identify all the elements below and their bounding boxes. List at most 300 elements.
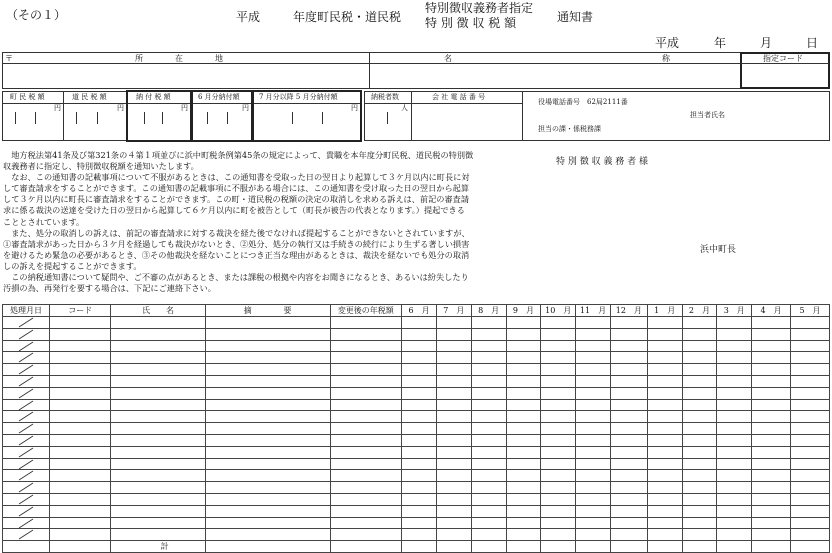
ledger-cell[interactable] [610,434,647,446]
ledger-cell[interactable] [576,482,611,494]
ledger-cell[interactable] [436,470,471,482]
date-cell[interactable] [3,446,50,458]
ledger-cell[interactable] [541,375,576,387]
date-cell[interactable] [3,364,50,376]
ledger-cell[interactable] [50,529,111,541]
ledger-cell[interactable] [506,505,541,517]
ledger-cell[interactable] [471,340,506,352]
ledger-cell[interactable] [50,411,111,423]
ledger-cell[interactable] [610,529,647,541]
ledger-total-cell[interactable] [436,541,471,553]
ledger-cell[interactable] [402,458,437,470]
ledger-cell[interactable] [205,387,330,399]
ledger-cell[interactable] [330,387,402,399]
ledger-cell[interactable] [471,352,506,364]
ledger-cell[interactable] [610,352,647,364]
ledger-cell[interactable] [330,423,402,435]
date-cell[interactable] [3,493,50,505]
ledger-cell[interactable] [471,470,506,482]
ledger-cell[interactable] [752,505,791,517]
ledger-cell[interactable] [682,317,717,329]
ledger-total-cell[interactable] [752,541,791,553]
ledger-cell[interactable] [541,387,576,399]
ledger-cell[interactable] [541,446,576,458]
ledger-cell[interactable] [682,458,717,470]
ledger-cell[interactable] [111,317,205,329]
ledger-cell[interactable] [647,446,682,458]
ledger-cell[interactable] [436,387,471,399]
ledger-cell[interactable] [717,517,752,529]
ledger-cell[interactable] [205,340,330,352]
ledger-cell[interactable] [506,517,541,529]
ledger-cell[interactable] [791,399,830,411]
ledger-cell[interactable] [111,352,205,364]
ledger-cell[interactable] [205,505,330,517]
ledger-cell[interactable] [647,517,682,529]
ledger-cell[interactable] [682,399,717,411]
ledger-cell[interactable] [752,399,791,411]
ledger-cell[interactable] [436,375,471,387]
date-cell[interactable] [3,423,50,435]
ledger-cell[interactable] [647,458,682,470]
ledger-cell[interactable] [205,411,330,423]
ledger-cell[interactable] [541,482,576,494]
ledger-cell[interactable] [576,446,611,458]
ledger-cell[interactable] [471,423,506,435]
ledger-cell[interactable] [436,446,471,458]
ledger-cell[interactable] [576,517,611,529]
ledger-cell[interactable] [506,352,541,364]
ledger-cell[interactable] [330,399,402,411]
ledger-cell[interactable] [50,458,111,470]
ledger-cell[interactable] [541,411,576,423]
ledger-cell[interactable] [330,352,402,364]
ledger-cell[interactable] [330,375,402,387]
ledger-cell[interactable] [610,411,647,423]
ledger-cell[interactable] [471,446,506,458]
ledger-cell[interactable] [330,434,402,446]
ledger-cell[interactable] [541,529,576,541]
ledger-cell[interactable] [647,505,682,517]
ledger-total-cell[interactable] [330,541,402,553]
date-cell[interactable] [3,399,50,411]
ledger-cell[interactable] [402,317,437,329]
ledger-cell[interactable] [436,352,471,364]
ledger-cell[interactable] [402,434,437,446]
ledger-cell[interactable] [402,482,437,494]
date-cell[interactable] [3,470,50,482]
ledger-cell[interactable] [111,470,205,482]
ledger-cell[interactable] [576,529,611,541]
ledger-cell[interactable] [402,505,437,517]
date-cell[interactable] [3,458,50,470]
ledger-cell[interactable] [111,458,205,470]
ledger-cell[interactable] [402,423,437,435]
ledger-cell[interactable] [647,482,682,494]
date-cell[interactable] [3,505,50,517]
ledger-cell[interactable] [752,317,791,329]
ledger-cell[interactable] [541,317,576,329]
ledger-cell[interactable] [647,434,682,446]
ledger-cell[interactable] [682,493,717,505]
ledger-cell[interactable] [576,340,611,352]
date-cell[interactable] [3,482,50,494]
ledger-cell[interactable] [50,446,111,458]
ledger-cell[interactable] [717,482,752,494]
ledger-cell[interactable] [506,529,541,541]
ledger-cell[interactable] [471,399,506,411]
ledger-cell[interactable] [791,328,830,340]
ledger-cell[interactable] [205,399,330,411]
ledger-cell[interactable] [471,493,506,505]
ledger-cell[interactable] [717,387,752,399]
ledger-cell[interactable] [205,493,330,505]
ledger-total-cell[interactable] [3,541,50,553]
ledger-cell[interactable] [402,411,437,423]
ledger-cell[interactable] [610,375,647,387]
ledger-total-cell[interactable] [506,541,541,553]
ledger-cell[interactable] [752,328,791,340]
ledger-cell[interactable] [682,517,717,529]
ledger-cell[interactable] [506,375,541,387]
ledger-cell[interactable] [682,411,717,423]
ledger-cell[interactable] [506,434,541,446]
ledger-cell[interactable] [682,470,717,482]
ledger-cell[interactable] [541,340,576,352]
ledger-cell[interactable] [541,470,576,482]
ledger-cell[interactable] [576,352,611,364]
ledger-cell[interactable] [50,399,111,411]
ledger-cell[interactable] [506,411,541,423]
ledger-cell[interactable] [205,328,330,340]
ledger-cell[interactable] [436,493,471,505]
payment-tax-box[interactable]: 納 付 税 額 円 [126,90,192,142]
ledger-cell[interactable] [717,411,752,423]
ledger-cell[interactable] [541,493,576,505]
ledger-cell[interactable] [330,364,402,376]
ledger-cell[interactable] [111,446,205,458]
ledger-cell[interactable] [791,423,830,435]
ledger-cell[interactable] [111,364,205,376]
date-cell[interactable] [3,375,50,387]
ledger-cell[interactable] [647,423,682,435]
ledger-cell[interactable] [330,482,402,494]
ledger-cell[interactable] [682,529,717,541]
date-cell[interactable] [3,317,50,329]
ledger-cell[interactable] [205,446,330,458]
ledger-cell[interactable] [647,340,682,352]
ledger-cell[interactable] [791,529,830,541]
ledger-cell[interactable] [205,458,330,470]
ledger-cell[interactable] [506,328,541,340]
ledger-cell[interactable] [682,505,717,517]
ledger-cell[interactable] [752,387,791,399]
ledger-cell[interactable] [791,434,830,446]
ledger-cell[interactable] [541,364,576,376]
ledger-cell[interactable] [682,423,717,435]
ledger-cell[interactable] [752,375,791,387]
ledger-cell[interactable] [205,470,330,482]
ledger-cell[interactable] [752,340,791,352]
ledger-cell[interactable] [791,505,830,517]
ledger-cell[interactable] [471,458,506,470]
ledger-cell[interactable] [717,470,752,482]
date-cell[interactable] [3,340,50,352]
ledger-cell[interactable] [436,411,471,423]
ledger-cell[interactable] [647,387,682,399]
ledger-total-cell[interactable] [205,541,330,553]
ledger-cell[interactable] [717,399,752,411]
ledger-cell[interactable] [330,529,402,541]
ledger-cell[interactable] [471,482,506,494]
ledger-cell[interactable] [541,517,576,529]
ledger-cell[interactable] [576,434,611,446]
company-phone-box[interactable]: 会 社 電 話 番 号 [411,91,523,141]
ledger-cell[interactable] [541,505,576,517]
ledger-cell[interactable] [717,529,752,541]
ledger-cell[interactable] [717,364,752,376]
ledger-cell[interactable] [50,482,111,494]
ledger-cell[interactable] [682,340,717,352]
ledger-cell[interactable] [471,387,506,399]
ledger-cell[interactable] [647,328,682,340]
ledger-total-cell[interactable] [791,541,830,553]
ledger-cell[interactable] [330,446,402,458]
ledger-total-cell[interactable] [471,541,506,553]
ledger-cell[interactable] [506,387,541,399]
ledger-cell[interactable] [402,364,437,376]
ledger-cell[interactable] [506,482,541,494]
ledger-cell[interactable] [610,470,647,482]
ledger-cell[interactable] [541,458,576,470]
ledger-cell[interactable] [717,493,752,505]
ledger-cell[interactable] [50,434,111,446]
ledger-cell[interactable] [50,364,111,376]
ledger-cell[interactable] [402,387,437,399]
ledger-cell[interactable] [791,375,830,387]
ledger-cell[interactable] [506,399,541,411]
ledger-cell[interactable] [717,434,752,446]
ledger-cell[interactable] [752,517,791,529]
ledger-cell[interactable] [402,529,437,541]
ledger-cell[interactable] [682,328,717,340]
ledger-cell[interactable] [541,423,576,435]
ledger-cell[interactable] [752,411,791,423]
ledger-cell[interactable] [111,529,205,541]
ledger-cell[interactable] [402,375,437,387]
ledger-cell[interactable] [111,482,205,494]
ledger-cell[interactable] [752,434,791,446]
ledger-cell[interactable] [717,328,752,340]
ledger-cell[interactable] [682,375,717,387]
ledger-cell[interactable] [330,493,402,505]
taxpayer-count-box[interactable]: 納税者数 人 [364,91,412,141]
ledger-cell[interactable] [647,375,682,387]
ledger-total-cell[interactable] [610,541,647,553]
ledger-cell[interactable] [506,458,541,470]
ledger-cell[interactable] [576,328,611,340]
ledger-cell[interactable] [752,352,791,364]
ledger-cell[interactable] [436,517,471,529]
date-cell[interactable] [3,517,50,529]
ledger-cell[interactable] [436,364,471,376]
ledger-cell[interactable] [610,364,647,376]
ledger-cell[interactable] [752,529,791,541]
ledger-cell[interactable] [205,482,330,494]
ledger-cell[interactable] [717,423,752,435]
ledger-cell[interactable] [506,493,541,505]
ledger-cell[interactable] [610,517,647,529]
ledger-cell[interactable] [576,387,611,399]
ledger-cell[interactable] [576,411,611,423]
ledger-cell[interactable] [682,446,717,458]
ledger-cell[interactable] [471,529,506,541]
ledger-cell[interactable] [506,423,541,435]
ledger-cell[interactable] [205,352,330,364]
ledger-cell[interactable] [402,352,437,364]
ledger-cell[interactable] [205,423,330,435]
ledger-cell[interactable] [506,340,541,352]
ledger-cell[interactable] [330,458,402,470]
ledger-cell[interactable] [50,352,111,364]
ledger-cell[interactable] [436,340,471,352]
ledger-cell[interactable] [50,493,111,505]
ledger-cell[interactable] [436,529,471,541]
ledger-cell[interactable] [402,446,437,458]
ledger-cell[interactable] [541,434,576,446]
ledger-cell[interactable] [50,375,111,387]
ledger-cell[interactable] [436,458,471,470]
ledger-cell[interactable] [111,493,205,505]
ledger-cell[interactable] [205,364,330,376]
ledger-cell[interactable] [610,505,647,517]
ledger-cell[interactable] [717,352,752,364]
july-onward-payment-box[interactable]: 7 月分以降 5 月分納付額 円 [252,90,362,142]
ledger-cell[interactable] [791,387,830,399]
ledger-cell[interactable] [541,399,576,411]
ledger-cell[interactable] [436,434,471,446]
ledger-total-cell[interactable] [576,541,611,553]
date-cell[interactable] [3,352,50,364]
ledger-cell[interactable] [471,434,506,446]
ledger-cell[interactable] [682,364,717,376]
ledger-cell[interactable] [610,317,647,329]
ledger-cell[interactable] [752,470,791,482]
ledger-cell[interactable] [576,364,611,376]
ledger-cell[interactable] [791,458,830,470]
ledger-cell[interactable] [610,387,647,399]
ledger-cell[interactable] [610,399,647,411]
ledger-cell[interactable] [610,328,647,340]
ledger-cell[interactable] [205,317,330,329]
ledger-cell[interactable] [610,493,647,505]
ledger-cell[interactable] [717,340,752,352]
ledger-cell[interactable] [402,328,437,340]
ledger-cell[interactable] [791,411,830,423]
ledger-cell[interactable] [471,375,506,387]
ledger-total-cell[interactable] [682,541,717,553]
date-cell[interactable] [3,328,50,340]
ledger-cell[interactable] [576,317,611,329]
ledger-cell[interactable] [471,317,506,329]
ledger-cell[interactable] [647,352,682,364]
ledger-cell[interactable] [682,482,717,494]
ledger-cell[interactable] [436,328,471,340]
ledger-cell[interactable] [610,446,647,458]
ledger-cell[interactable] [50,423,111,435]
ledger-cell[interactable] [402,493,437,505]
ledger-cell[interactable] [402,470,437,482]
ledger-cell[interactable] [50,317,111,329]
ledger-cell[interactable] [50,340,111,352]
ledger-cell[interactable] [330,505,402,517]
ledger-cell[interactable] [610,423,647,435]
ledger-cell[interactable] [576,505,611,517]
ledger-cell[interactable] [402,399,437,411]
ledger-cell[interactable] [471,364,506,376]
ledger-cell[interactable] [330,411,402,423]
ledger-cell[interactable] [647,317,682,329]
ledger-cell[interactable] [436,423,471,435]
ledger-cell[interactable] [330,470,402,482]
date-cell[interactable] [3,387,50,399]
ledger-cell[interactable] [330,517,402,529]
ledger-cell[interactable] [205,375,330,387]
ledger-cell[interactable] [402,340,437,352]
ledger-cell[interactable] [752,364,791,376]
ledger-total-cell[interactable] [402,541,437,553]
ledger-cell[interactable] [111,423,205,435]
ledger-cell[interactable] [647,470,682,482]
ledger-cell[interactable] [330,317,402,329]
ledger-cell[interactable] [791,517,830,529]
ledger-cell[interactable] [682,387,717,399]
ledger-cell[interactable] [111,340,205,352]
ledger-cell[interactable] [791,446,830,458]
ledger-cell[interactable] [471,411,506,423]
ledger-cell[interactable] [111,399,205,411]
ledger-cell[interactable] [471,505,506,517]
ledger-cell[interactable] [647,529,682,541]
ledger-cell[interactable] [791,352,830,364]
ledger-cell[interactable] [50,517,111,529]
ledger-cell[interactable] [717,375,752,387]
date-cell[interactable] [3,529,50,541]
ledger-cell[interactable] [610,482,647,494]
ledger-cell[interactable] [576,423,611,435]
ledger-cell[interactable] [647,364,682,376]
ledger-cell[interactable] [791,317,830,329]
ledger-cell[interactable] [682,434,717,446]
ledger-cell[interactable] [506,364,541,376]
ledger-cell[interactable] [791,493,830,505]
ledger-cell[interactable] [402,517,437,529]
ledger-cell[interactable] [111,411,205,423]
ledger-cell[interactable] [205,517,330,529]
ledger-cell[interactable] [752,423,791,435]
june-payment-box[interactable]: 6 月分納付額 円 [191,90,253,142]
ledger-cell[interactable] [541,352,576,364]
ledger-cell[interactable] [111,328,205,340]
ledger-cell[interactable] [50,387,111,399]
ledger-cell[interactable] [752,482,791,494]
ledger-cell[interactable] [436,482,471,494]
ledger-cell[interactable] [647,399,682,411]
ledger-cell[interactable] [576,458,611,470]
date-cell[interactable] [3,411,50,423]
name-field[interactable] [369,52,741,89]
ledger-cell[interactable] [682,352,717,364]
